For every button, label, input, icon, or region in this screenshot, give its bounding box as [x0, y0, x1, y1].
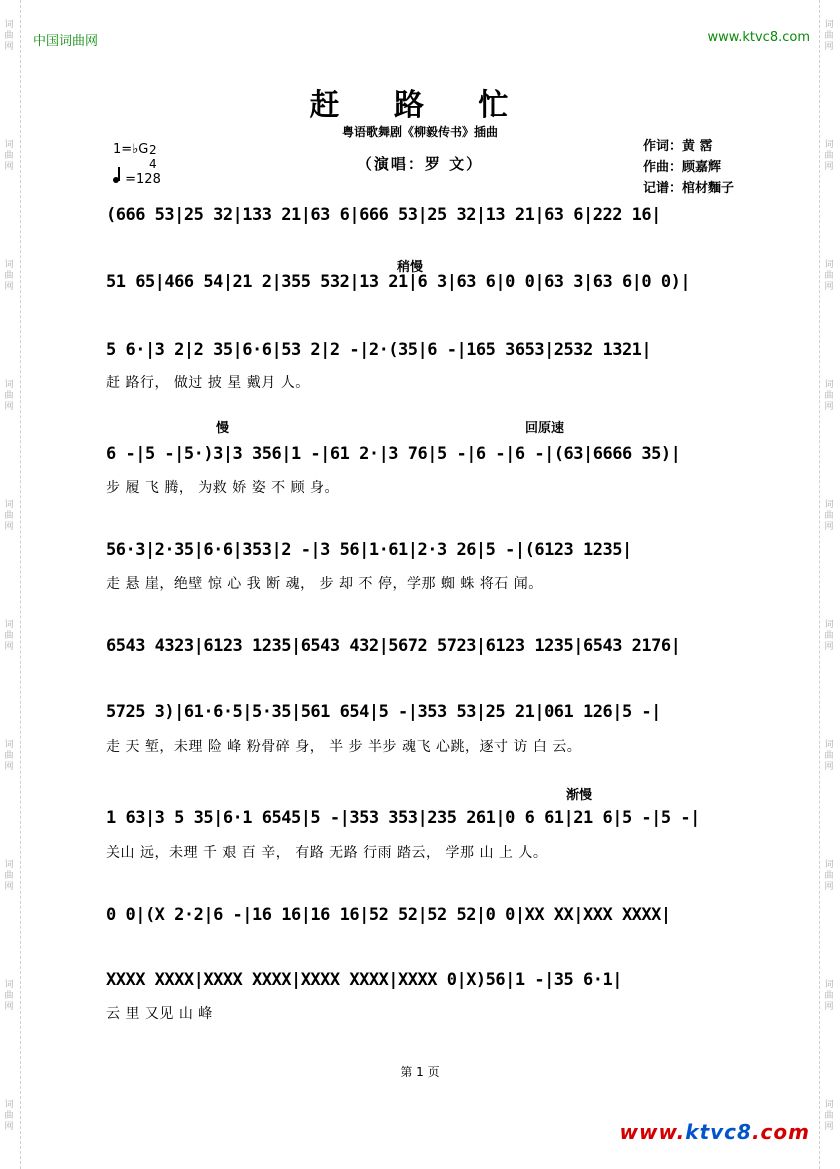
notation-row: 0 0|(X 2·2|6 -|16 16|16 16|52 52|52 52|0 0|XX XX|XXX XXXX|: [106, 905, 671, 925]
watermark-mark: 词曲网: [4, 740, 14, 772]
watermark-mark: 词曲网: [4, 260, 14, 292]
lyricist-credit: 作词：黄 霑: [643, 139, 713, 154]
song-title: 赶 路 忙: [309, 88, 531, 123]
performer-line: （演唱：罗 文）: [356, 155, 484, 173]
notation-row: 6 -|5 -|5·)3|3 356|1 -|61 2·|3 76|5 -|6 -|6 -|(63|6666 35)|: [106, 444, 681, 464]
notation-row: 6543 4323|6123 1235|6543 432|5672 5723|6123 1235|6543 2176|: [106, 636, 681, 656]
notation-row: (666 53|25 32|133 21|63 6|666 53|25 32|13 21|63 6|222 16|: [106, 205, 661, 225]
logo-prefix: www.: [619, 1120, 686, 1144]
watermark-mark: 词曲网: [4, 20, 14, 52]
song-subtitle: 粤语歌舞剧《柳毅传书》插曲: [341, 125, 498, 139]
watermark-mark: 词曲网: [824, 620, 834, 652]
lyric-line: 走 天 堑，未理 险 峰 粉骨碎 身， 半 步 半步 魂飞 心跳，逐寸 访 白 云。: [106, 739, 582, 755]
left-watermark-strip: [0, 0, 21, 1169]
tempo-mark: 慢: [216, 421, 230, 436]
tempo-mark: 稍慢: [397, 260, 424, 275]
lyric-line: 步 履 飞 腾， 为救 娇 姿 不 顾 身。: [106, 480, 340, 496]
lyric-line: 云 里 又见 山 峰: [106, 1006, 213, 1022]
time-sig-bottom: 4: [149, 157, 157, 171]
watermark-mark: 词曲网: [4, 1100, 14, 1132]
transcriber-credit: 记谱：棺材麵子: [643, 181, 735, 196]
watermark-mark: 词曲网: [824, 500, 834, 532]
notation-row: 56·3|2·35|6·6|353|2 -|3 56|1·61|2·3 26|5 -|(6123 1235|: [106, 540, 632, 560]
watermark-mark: 词曲网: [824, 140, 834, 172]
lyric-line: 赶 路行， 做过 披 星 戴月 人。: [106, 375, 310, 391]
lyric-line: 关山 远，未理 千 艰 百 辛， 有路 无路 行雨 踏云， 学那 山 上 人。: [106, 845, 548, 861]
watermark-mark: 词曲网: [4, 140, 14, 172]
site-logo: [620, 1120, 810, 1144]
notation-row: 5725 3)|61·6·5|5·35|561 654|5 -|353 53|25 21|061 126|5 -|: [106, 702, 661, 722]
tempo-mark: 回原速: [525, 421, 565, 436]
watermark-mark: 词曲网: [4, 980, 14, 1012]
watermark-mark: 词曲网: [824, 1100, 834, 1132]
lyric-line: 走 悬 崖，绝壁 惊 心 我 断 魂， 步 却 不 停，学那 蜘 蛛 将石 闻。: [106, 576, 543, 592]
page-number: 第 1 页: [400, 1065, 440, 1079]
quarter-note-icon: [113, 177, 119, 183]
watermark-mark: 词曲网: [824, 740, 834, 772]
right-watermark-strip: [819, 0, 840, 1169]
watermark-mark: 词曲网: [4, 860, 14, 892]
key-label: 1=♭G: [113, 142, 149, 157]
watermark-mark: 词曲网: [824, 380, 834, 412]
watermark-mark: 词曲网: [824, 20, 834, 52]
watermark-mark: 词曲网: [4, 620, 14, 652]
tempo-value: =128: [125, 172, 161, 187]
site-name-link[interactable]: 中国词曲网: [33, 34, 99, 49]
watermark-mark: 词曲网: [824, 260, 834, 292]
watermark-mark: 词曲网: [824, 980, 834, 1012]
watermark-mark: 词曲网: [824, 860, 834, 892]
notation-row: 5 6·|3 2|2 35|6·6|53 2|2 -|2·(35|6 -|165 3653|2532 1321|: [106, 340, 652, 360]
watermark-mark: 词曲网: [4, 500, 14, 532]
time-signature: [149, 143, 157, 171]
tempo-mark: 渐慢: [566, 788, 593, 803]
logo-suffix: .com: [751, 1120, 810, 1144]
site-url-link[interactable]: www.ktvc8.com: [707, 30, 810, 45]
watermark-mark: 词曲网: [4, 380, 14, 412]
tempo-marking: [113, 172, 161, 187]
time-sig-top: 2: [149, 143, 157, 157]
credits-block: [643, 136, 734, 199]
logo-brand: ktvc8: [685, 1120, 752, 1144]
notation-row: 51 65|466 54|21 2|355 532|13 21|6 3|63 6|0 0|63 3|63 6|0 0)|: [106, 272, 691, 292]
composer-credit: 作曲：顾嘉辉: [643, 160, 722, 175]
notation-row: 1 63|3 5 35|6·1 6545|5 -|353 353|235 261|0 6 61|21 6|5 -|5 -|: [106, 808, 700, 828]
key-signature: [113, 142, 157, 171]
notation-row: XXXX XXXX|XXXX XXXX|XXXX XXXX|XXXX 0|X)56|1 -|35 6·1|: [106, 970, 622, 990]
